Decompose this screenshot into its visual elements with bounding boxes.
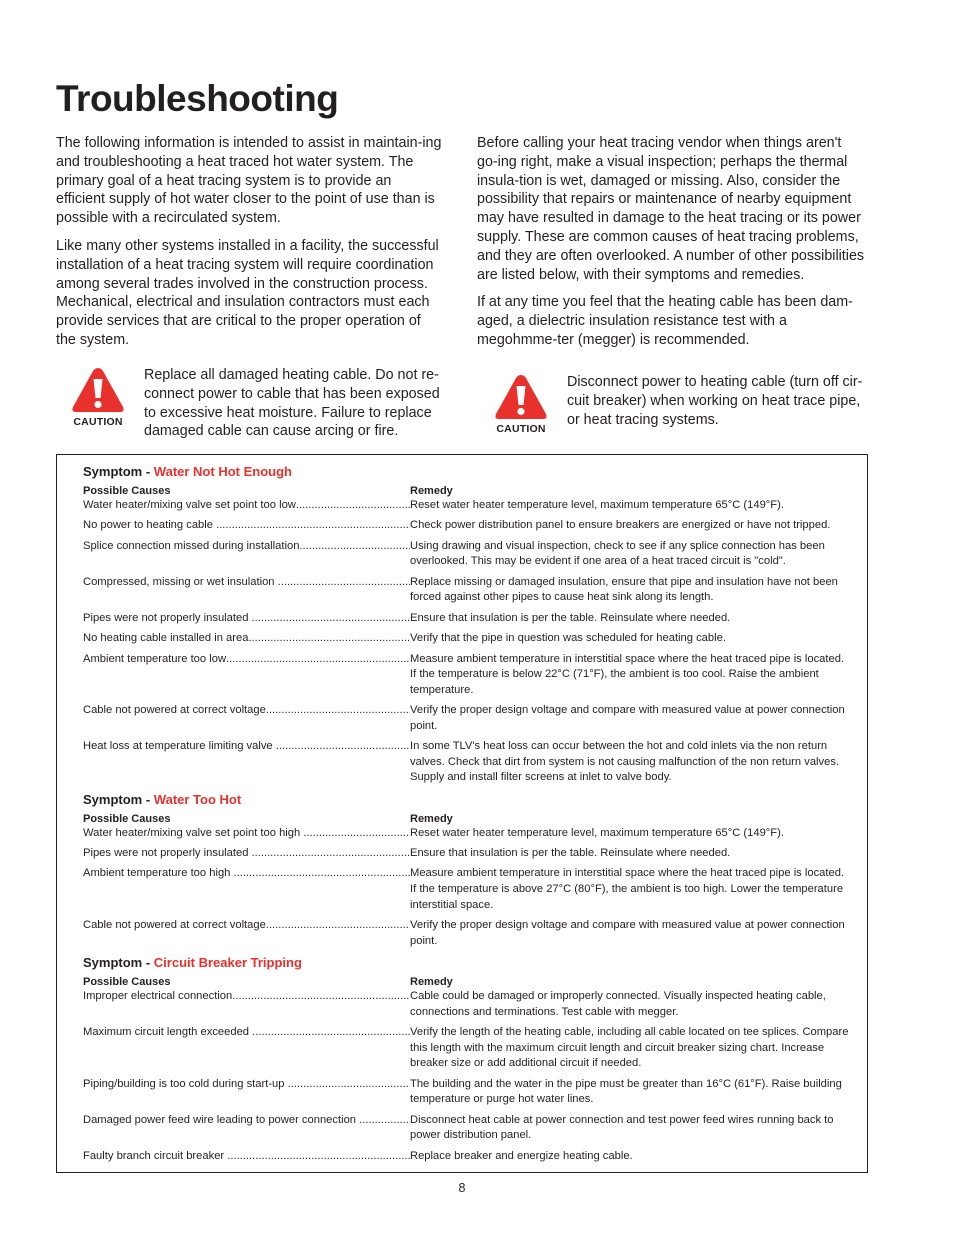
table-row <box>83 652 863 699</box>
cause-text: Splice connection missed during installation <box>83 539 300 552</box>
dot-leader <box>288 1077 410 1108</box>
remedy-text: Verify the proper design voltage and compare with measured value at power connection point. <box>410 704 845 732</box>
table-row <box>83 866 863 913</box>
warning-icon <box>494 373 548 421</box>
possible-cause <box>83 498 410 514</box>
caution-label: CAUTION <box>496 423 546 435</box>
remedy-text: Verify the length of the heating cable, including all cable located on tee splices. Compare this length with the maximum circuit length and circuit breaker sizing chart. Increase breaker size or add additional circuit if needed. <box>410 1026 849 1070</box>
possible-cause <box>83 866 410 913</box>
table-row <box>83 518 863 534</box>
remedy-text: Verify that the pipe in question was scheduled for heating cable. <box>410 632 726 645</box>
possible-cause <box>83 1077 410 1108</box>
causes-header: Possible Causes <box>83 485 171 497</box>
possible-cause <box>83 703 410 734</box>
remedy-text: In some TLV's heat loss can occur between the hot and cold inlets via the non return valves. Check that dirt from system is not causing malfunction of the non return valves. Supply and install filter screens at inlet to valve body. <box>410 740 840 784</box>
symptom-prefix: Symptom - <box>83 955 154 971</box>
remedy-text: Measure ambient temperature in interstitial space where the heat traced pipe is located. If the temperature is below 22°C (71°F), the ambient is too cool. Raise the ambient temperature. <box>410 652 845 696</box>
cause-text: Pipes were not properly insulated <box>83 847 252 860</box>
caution-badge <box>493 373 549 435</box>
table-row <box>83 575 863 606</box>
table-row <box>83 846 863 862</box>
column-headers <box>83 485 863 498</box>
remedy-text: Reset water heater temperature level, maximum temperature 65°C (149°F). <box>410 499 784 511</box>
cause-text: Damaged power feed wire leading to power connection <box>83 1113 360 1126</box>
symptom-section <box>83 954 863 1164</box>
possible-cause <box>83 739 410 786</box>
causes-header: Possible Causes <box>83 812 171 825</box>
possible-cause <box>83 611 410 627</box>
dot-leader <box>252 846 410 862</box>
intro-paragraph: Before calling your heat tracing vendor when things aren't go-ing right, make a visual inspection; perhaps the thermal insula-tion is wet, damaged or missing. Also, consider the possibility that repairs or maintenance of nearby equipment may have resulted in damage to the heat tracing or its power supply. These are common causes of heat tracing problems, and they are often overlooked. A number of other possibilities are listed below, with their symptoms and remedies. <box>477 135 865 283</box>
remedy-header: Remedy <box>410 485 453 497</box>
possible-cause <box>83 518 410 534</box>
dot-leader <box>266 703 410 734</box>
dot-leader <box>252 1025 410 1072</box>
remedy-text: Replace missing or damaged insulation, ensure that pipe and insulation have not been forced against other pipes to cause heat sink along its length. <box>410 575 838 604</box>
table-row <box>83 611 863 627</box>
symptom-prefix: Symptom - <box>83 791 154 807</box>
table-row <box>83 739 863 786</box>
dot-leader <box>278 575 410 606</box>
column-headers <box>83 976 863 989</box>
symptom-heading <box>83 791 863 809</box>
caution-text: Replace all damaged heating cable. Do not re-connect power to cable that has been exposed to excessive heat moisture. Failure to replace damaged cable can cause arcing or fire. <box>144 367 440 440</box>
dot-leader <box>216 518 410 534</box>
possible-cause <box>83 539 410 570</box>
possible-cause <box>83 918 410 949</box>
symptom-name: Circuit Breaker Tripping <box>153 955 302 971</box>
table-row <box>83 826 863 842</box>
remedy-text: Disconnect heat cable at power connection and test power feed wires running back to power distribution panel. <box>410 1113 834 1142</box>
remedy-text: Replace breaker and energize heating cable. <box>410 1149 633 1162</box>
symptom-heading <box>83 463 863 481</box>
dot-leader <box>296 498 410 514</box>
remedy-text: Cable could be damaged or improperly connected. Visually inspected heating cable, connections and terminations. Test cable with megger. <box>410 990 826 1018</box>
dot-leader <box>359 1113 410 1144</box>
symptom-prefix: Symptom - <box>83 464 154 479</box>
table-row <box>83 1113 863 1144</box>
cause-text: Maximum circuit length exceeded <box>83 1026 253 1038</box>
dot-leader <box>252 611 410 627</box>
intro-paragraph: Like many other systems installed in a facility, the successful installation of a heat tracing system will require coordination among several trades involved in the construction process. Mechanical, electrical and insulation contractors must each provide services that are critical to the proper operation of the system. <box>56 237 439 348</box>
cause-text: Improper electrical connection <box>83 990 233 1003</box>
remedy-text: The building and the water in the pipe must be greater than 16°C (61°F). Raise building temperature or purge hot water lines. <box>410 1077 842 1106</box>
table-row <box>83 989 863 1020</box>
cause-text: Water heater/mixing valve set point too high <box>83 826 304 839</box>
cause-text: No heating cable installed in area <box>83 632 249 645</box>
column-headers <box>83 813 863 826</box>
possible-cause <box>83 826 410 842</box>
warning-icon <box>71 366 125 414</box>
causes-header: Possible Causes <box>83 976 171 989</box>
remedy-text: Verify the proper design voltage and compare with measured value at power connection point. <box>410 919 845 947</box>
symptom-name: Water Too Hot <box>153 791 242 807</box>
cause-text: Ambient temperature too low <box>83 652 227 665</box>
dot-leader <box>227 1149 410 1165</box>
possible-cause <box>83 652 410 699</box>
cause-text: Compressed, missing or wet insulation <box>83 575 278 588</box>
table-row <box>83 1025 863 1072</box>
page-number: 8 <box>458 1181 466 1195</box>
remedy-header: Remedy <box>410 812 453 825</box>
intro-left-column <box>56 134 444 359</box>
remedy-text: Measure ambient temperature in interstitial space where the heat traced pipe is located. If the temperature is above 27°C (80°F), the ambient is too high. Lower the temperature interstitial space. <box>410 867 845 911</box>
remedy-text: Using drawing and visual inspection, check to see if any splice connection has been overlooked. This may be evident if one area of a heat traced circuit is "cold". <box>410 539 825 568</box>
dot-leader <box>266 918 410 949</box>
intro-paragraph: If at any time you feel that the heating cable has been dam-aged, a dielectric insulation resistance test with a megohmme-ter (megger) is recommended. <box>477 294 853 348</box>
dot-leader <box>234 866 411 913</box>
caution-badge <box>70 366 126 441</box>
caution-notice-left <box>70 366 444 441</box>
caution-text: Disconnect power to heating cable (turn off cir-cuit breaker) when working on heat trace pipe, or heat tracing systems. <box>567 374 863 428</box>
troubleshooting-table <box>56 454 868 1173</box>
possible-cause <box>83 846 410 862</box>
possible-cause <box>83 1113 410 1144</box>
symptom-section <box>83 463 863 786</box>
cause-text: No power to heating cable <box>83 519 217 532</box>
intro-paragraph: The following information is intended to assist in maintain-ing and troubleshooting a heat traced hot water system. The primary goal of a heat tracing system is to provide an efficient supply of hot water closer to the point of use than is possible with a recirculated system. <box>56 135 442 227</box>
table-row <box>83 1149 863 1165</box>
table-row <box>83 703 863 734</box>
possible-cause <box>83 1149 410 1165</box>
remedy-text: Ensure that insulation is per the table. Reinsulate where needed. <box>410 611 731 624</box>
cause-text: Cable not powered at correct voltage <box>83 919 266 932</box>
remedy-text: Ensure that insulation is per the table. Reinsulate where needed. <box>410 847 731 860</box>
dot-leader <box>299 539 410 570</box>
intro-right-column <box>477 134 865 359</box>
symptom-list <box>83 459 863 1169</box>
dot-leader <box>248 631 410 647</box>
table-row <box>83 918 863 949</box>
caution-notice-right <box>493 373 867 435</box>
dot-leader <box>303 826 410 842</box>
cause-text: Piping/building is too cold during start-up <box>83 1077 288 1090</box>
remedy-text: Check power distribution panel to ensure breakers are energized or have not tripped. <box>410 519 831 532</box>
cause-text: Faulty branch circuit breaker <box>83 1149 228 1162</box>
dot-leader <box>276 739 410 786</box>
table-row <box>83 539 863 570</box>
caution-label: CAUTION <box>73 416 123 428</box>
symptom-name: Water Not Hot Enough <box>153 464 292 479</box>
table-row <box>83 498 863 514</box>
cause-text: Water heater/mixing valve set point too low <box>83 499 296 511</box>
possible-cause <box>83 575 410 606</box>
cause-text: Ambient temperature too high <box>83 867 234 880</box>
cause-text: Cable not powered at correct voltage <box>83 704 266 717</box>
symptom-heading <box>83 954 863 972</box>
symptom-section <box>83 791 863 950</box>
cause-text: Pipes were not properly insulated <box>83 611 252 624</box>
possible-cause <box>83 631 410 647</box>
table-row <box>83 631 863 647</box>
possible-cause <box>83 989 410 1020</box>
table-row <box>83 1077 863 1108</box>
dot-leader <box>226 652 410 699</box>
dot-leader <box>232 989 410 1020</box>
remedy-text: Reset water heater temperature level, maximum temperature 65°C (149°F). <box>410 826 784 839</box>
cause-text: Heat loss at temperature limiting valve <box>83 740 276 753</box>
page-title: Troubleshooting <box>56 78 339 119</box>
possible-cause <box>83 1025 410 1072</box>
remedy-header: Remedy <box>410 976 453 989</box>
